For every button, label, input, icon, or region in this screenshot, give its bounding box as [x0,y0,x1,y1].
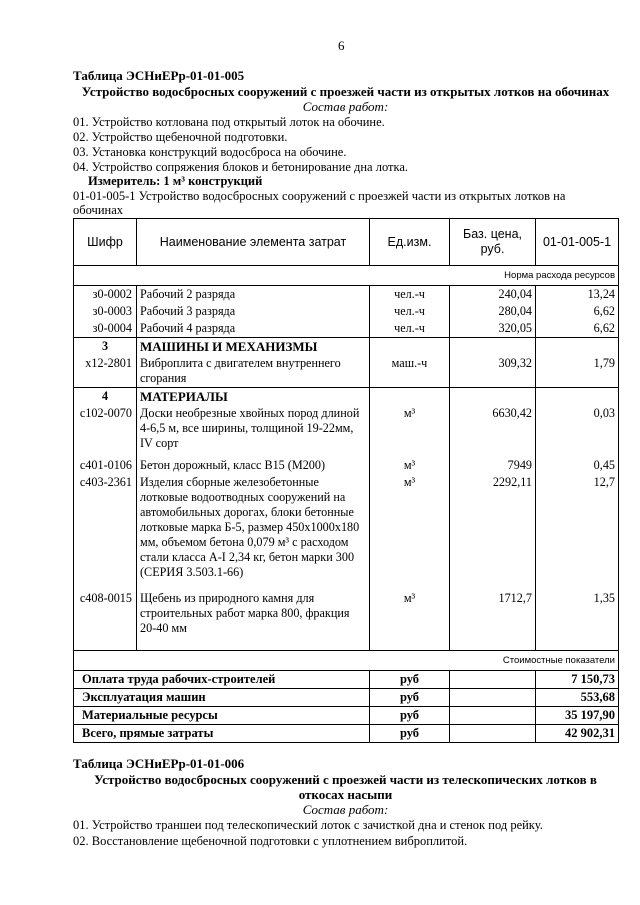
row-code: с102-0070 [74,405,137,452]
row-price: 7949 [450,452,536,474]
section-number: 3 [74,338,137,356]
row-norm: 6,62 [536,320,619,338]
row-name: Рабочий 4 разряда [137,320,370,338]
table1-title: Устройство водосбросных сооружений с проезжей части из открытых лотков на обочинах [81,84,610,99]
row-unit: чел.-ч [370,320,450,338]
row-name: Изделия сборные железобетонные лотковые водоотводных сооружений на автомобильных дорогах, блоки бетонные лотковые марка Б-5, размер 450х1000х180 мм, объемом бетона 0,079 м³ с расходом стали класса А-I 2,34 кг, бетон марки 300 (СЕРИЯ 3.503.1-66) [137,474,370,581]
work-item: 01. Устройство траншеи под телескопический лоток с зачисткой дна и стенок под рейку. [73,818,543,832]
table-row [74,581,619,651]
total-label: Эксплуатация машин [74,689,370,707]
row-norm: 1,35 [536,581,619,651]
row-unit: м³ [370,452,450,474]
row-unit: маш.-ч [370,355,450,388]
row-code: з0-0002 [74,286,137,304]
row-price: 2292,11 [450,474,536,581]
total-row [74,725,619,743]
row-norm: 0,03 [536,405,619,452]
row-code: с408-0015 [74,581,137,651]
row-code: с401-0106 [74,452,137,474]
section-number: 4 [74,388,137,406]
work-item: 03. Установка конструкций водосброса на обочине. [73,145,347,159]
row-code: х12-2801 [74,355,137,388]
row-code: с403-2361 [74,474,137,581]
total-label: Всего, прямые затраты [74,725,370,743]
section-row [74,338,619,356]
header-name: Наименование элемента затрат [137,219,370,266]
row-unit: чел.-ч [370,286,450,304]
row-norm: 12,7 [536,474,619,581]
total-row [74,707,619,725]
header-price: Баз. цена, руб. [450,219,536,266]
work-item: 01. Устройство котлована под открытый лоток на обочине. [73,115,385,129]
total-value: 35 197,90 [536,707,619,725]
table-row [74,320,619,338]
header-unit: Ед.изм. [370,219,450,266]
row-name: Доски необрезные хвойных пород длиной 4-6,5 м, все ширины, толщиной 19-22мм, IV сорт [137,405,370,452]
row-name: Виброплита с двигателем внутреннего сгорания [137,355,370,388]
works-heading: Состав работ: [302,99,389,114]
norm-caption: Норма расхода ресурсов [74,266,619,286]
row-price: 320,05 [450,320,536,338]
row-price: 240,04 [450,286,536,304]
cost-caption-row [74,651,619,671]
row-price: 280,04 [450,303,536,320]
work-item: 02. Устройство щебеночной подготовки. [73,130,288,144]
row-code: з0-0004 [74,320,137,338]
row-unit: м³ [370,405,450,452]
table2-works-heading: Состав работ: [302,802,389,817]
table-row [74,452,619,474]
total-unit: руб [370,725,450,743]
table2-title-cont: откосах насыпи [298,787,393,802]
row-code: з0-0003 [74,303,137,320]
table-row [74,355,619,388]
row-price: 6630,42 [450,405,536,452]
row-name: Бетон дорожный, класс В15 (М200) [137,452,370,474]
row-unit: м³ [370,581,450,651]
code-description: 01-01-005-1 Устройство водосбросных сооружений с проезжей части из открытых лотков на [73,189,566,203]
total-value: 7 150,73 [536,671,619,689]
work-item: 04. Устройство сопряжения блоков и бетонирование дна лотка. [73,160,409,174]
row-price: 309,32 [450,355,536,388]
header-code: Шифр [74,219,137,266]
row-unit: чел.-ч [370,303,450,320]
resources-table [73,218,618,743]
row-norm: 13,24 [536,286,619,304]
table2-title: Устройство водосбросных сооружений с проезжей части из телескопических лотков в [94,772,597,787]
section-title: МАТЕРИАЛЫ [137,388,370,406]
total-row [74,689,619,707]
row-name: Щебень из природного камня для строительных работ марка 800, фракция 20-40 мм [137,581,370,651]
section-title: МАШИНЫ И МЕХАНИЗМЫ [137,338,370,356]
table-row [74,286,619,304]
total-value: 553,68 [536,689,619,707]
table2-label: Таблица ЭСНиЕРр-01-01-006 [73,756,245,771]
total-label: Оплата труда рабочих-строителей [74,671,370,689]
row-name: Рабочий 3 разряда [137,303,370,320]
page-number: 6 [338,38,345,53]
total-unit: руб [370,671,450,689]
header-norm: 01-01-005-1 [536,219,619,266]
table-row [74,474,619,581]
cost-caption: Стоимостные показатели [74,651,619,671]
norm-caption-row [74,266,619,286]
table1-label: Таблица ЭСНиЕРр-01-01-005 [73,68,245,83]
total-row [74,671,619,689]
table-header-row [74,219,619,266]
row-price: 1712,7 [450,581,536,651]
row-name: Рабочий 2 разряда [137,286,370,304]
row-norm: 6,62 [536,303,619,320]
table-row [74,303,619,320]
section-row [74,388,619,406]
row-norm: 0,45 [536,452,619,474]
table-row [74,405,619,452]
total-value: 42 902,31 [536,725,619,743]
total-unit: руб [370,707,450,725]
row-unit: м³ [370,474,450,581]
row-norm: 1,79 [536,355,619,388]
code-description-cont: обочинах [73,203,123,217]
meter: Измеритель: 1 м³ конструкций [88,174,263,188]
total-unit: руб [370,689,450,707]
total-label: Материальные ресурсы [74,707,370,725]
work-item: 02. Восстановление щебеночной подготовки с уплотнением виброплитой. [73,834,468,848]
